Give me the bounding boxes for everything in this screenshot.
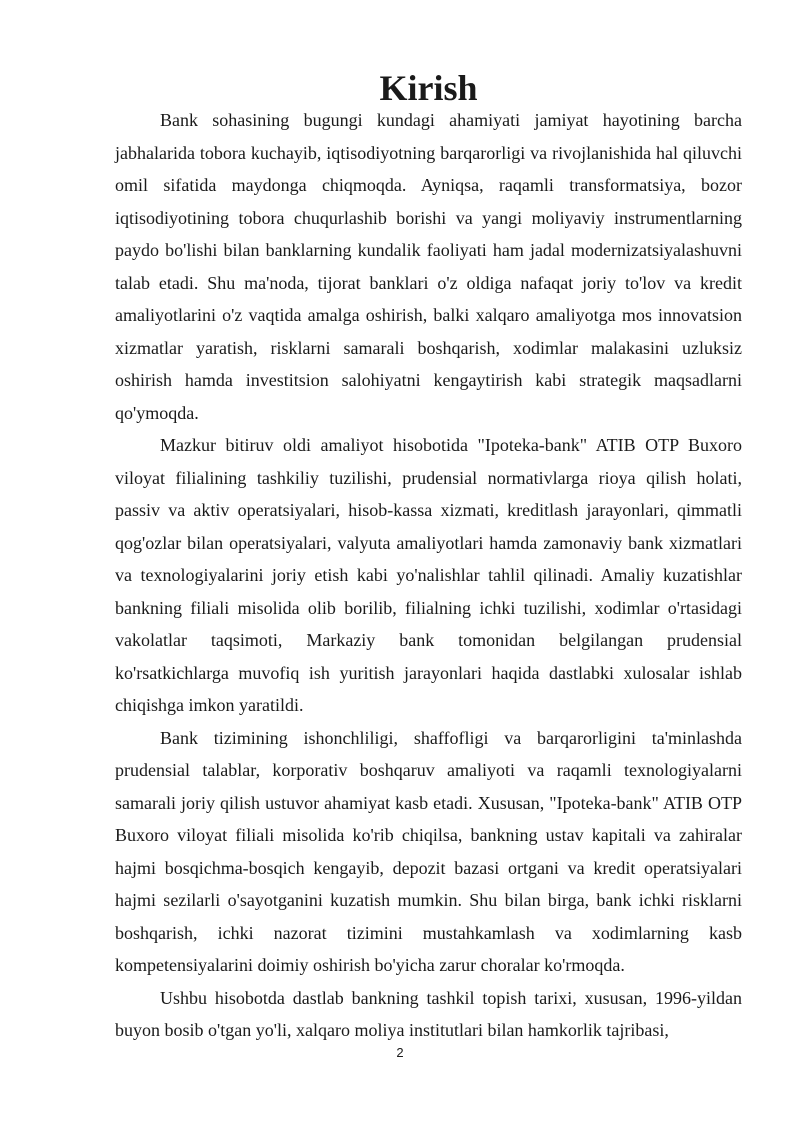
paragraph-1: Bank sohasining bugungi kundagi ahamiyati jamiyat hayotining barcha jabhalarida tobora kuchayib, iqtisodiyotning barqarorligi va rivojlanishida hal qiluvchi omil sifatida maydonga chiqmoqda. Ayniqsa, raqamli transformatsiya, bozor iqtisodiyotining tobora chuqurlashib borishi va yangi moliyaviy instrumentlarning paydo bo'lishi bilan banklarning kundalik faoliyati ham jadal modernizatsiyalashuvni talab etadi. Shu ma'noda, tijorat banklari o'z oldiga nafaqat joriy to'lov va kredit amaliyotlarini o'z vaqtida amalga oshirish, balki xalqaro amaliyotga mos innovatsion xizmatlar yaratish, risklarni samarali boshqarish, xodimlar malakasini uzluksiz oshirish hamda investitsion salohiyatni kengaytirish kabi strategik maqsadlarni qo'ymoqda.	[115, 110, 742, 423]
page-number: 2	[396, 1045, 404, 1060]
paragraph-3: Bank tizimining ishonchliligi, shaffofligi va barqarorligini ta'minlashda prudensial talablar, korporativ boshqaruv amaliyoti va raqamli texnologiyalarni samarali joriy qilish ustuvor ahamiyat kasb etadi. Xususan, "Ipoteka-bank" ATIB OTP Buxoro viloyat filiali misolida ko'rib chiqilsa, bankning ustav kapitali va zahiralar hajmi bosqichma-bosqich kengayib, depozit bazasi ortgani va kredit operatsiyalari hajmi sezilarli o'sayotganini kuzatish mumkin. Shu bilan birga, bank ichki risklarni boshqarish, ichki nazorat tizimini mustahkamlash va xodimlarning kasb kompetensiyalarini doimiy oshirish bo'yicha zarur choralar ko'rmoqda.	[115, 727, 742, 975]
section-title: Kirish	[379, 68, 478, 108]
document-page	[115, 68, 742, 1047]
paragraph-2: Mazkur bitiruv oldi amaliyot hisobotida "Ipoteka-bank" ATIB OTP Buxoro viloyat filialining tashkiliy tuzilishi, prudensial normativlarga rioya qilish holati, passiv va aktiv operatsiyalari, hisob-kassa xizmati, kreditlash jarayonlari, qimmatli qog'ozlar bilan operatsiyalari, valyuta amaliyotlari hamda zamonaviy bank xizmatlari va texnologiyalarini joriy etish kabi yo'nalishlar tahlil qilinadi. Amaliy kuzatishlar bankning filiali misolida olib borilib, filialning ichki tuzilishi, xodimlar o'rtasidagi vakolatlar taqsimoti, Markaziy bank tomonidan belgilangan prudensial ko'rsatkichlarga muvofiq ish yuritish jarayonlari haqida dastlabki xulosalar ishlab chiqishga imkon yaratildi.	[115, 435, 742, 715]
paragraph-4: Ushbu hisobotda dastlab bankning tashkil topish tarixi, xususan, 1996-yildan buyon bosib o'tgan yo'li, xalqaro moliya institutlari bilan hamkorlik tajribasi,	[115, 987, 742, 1040]
